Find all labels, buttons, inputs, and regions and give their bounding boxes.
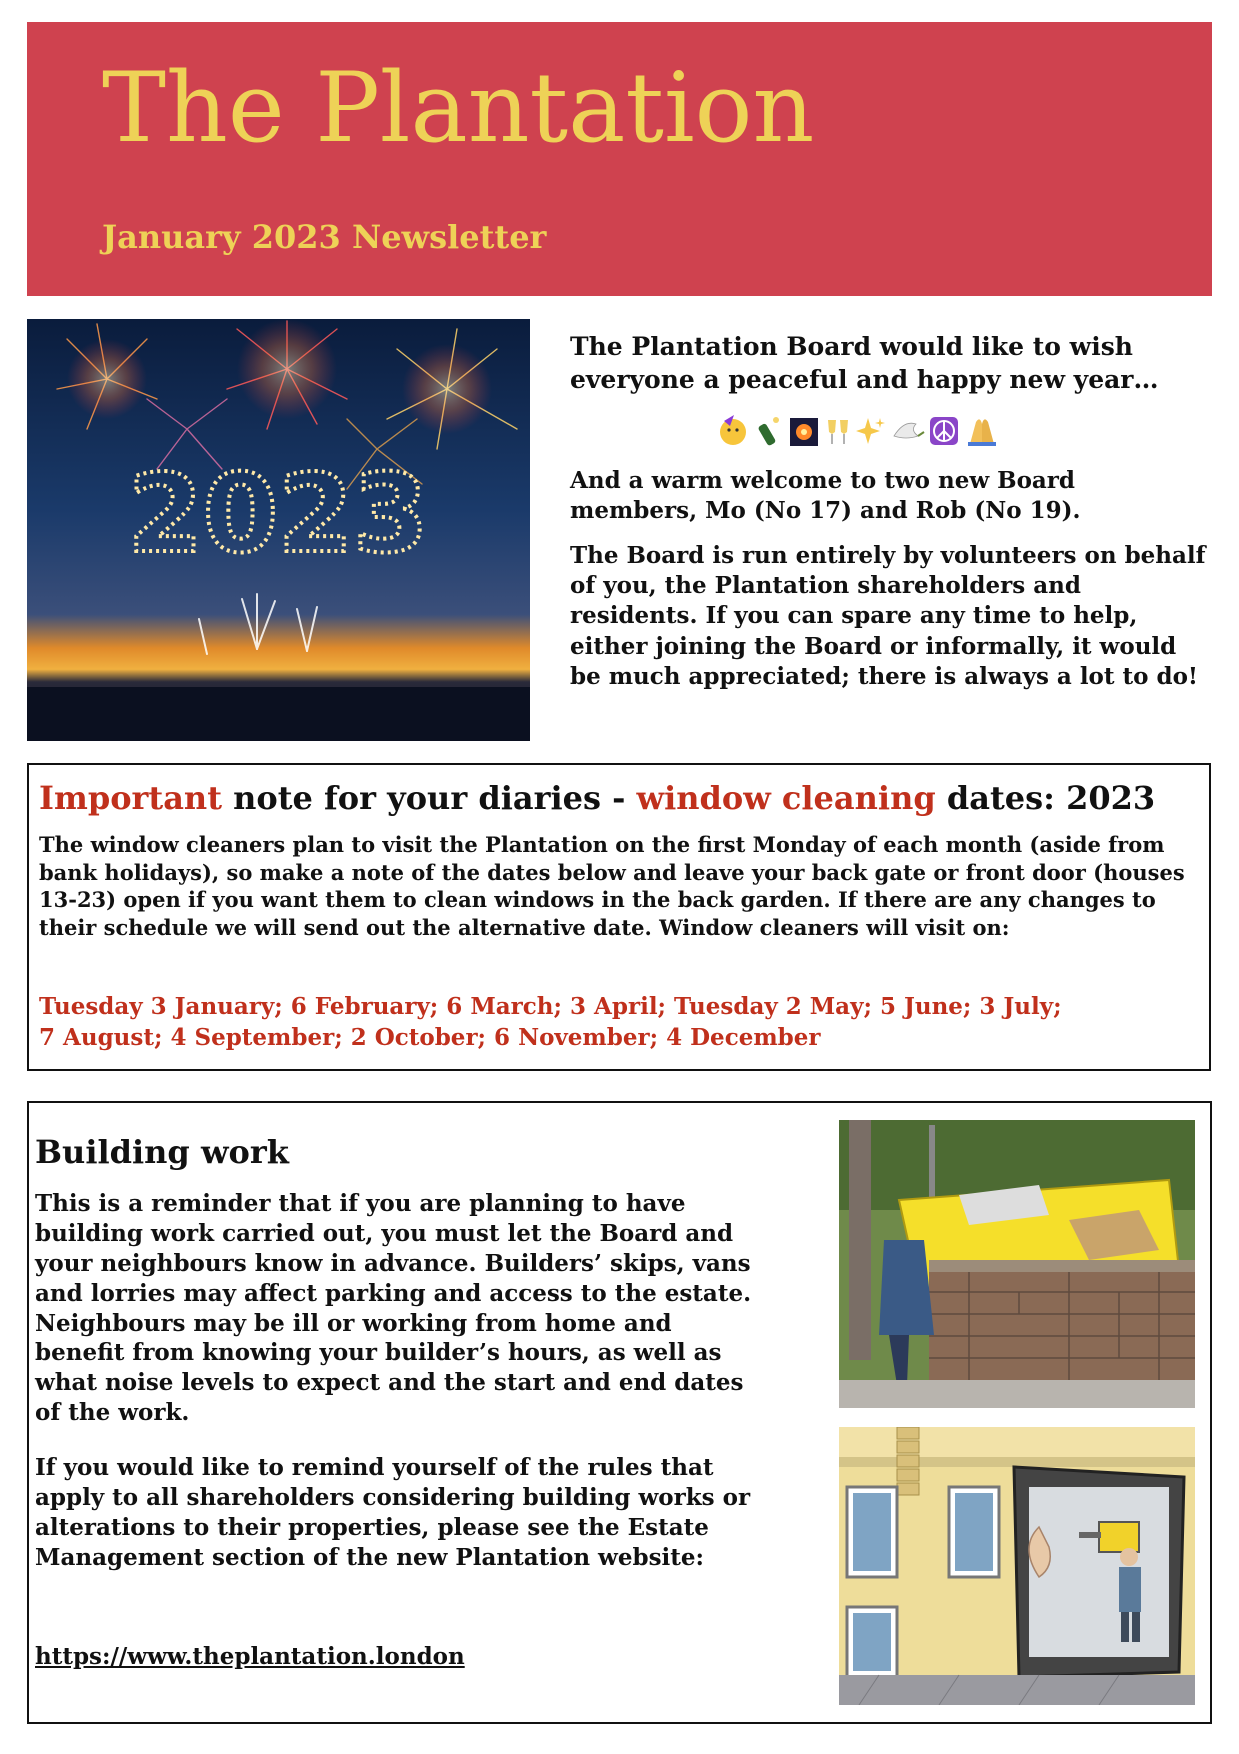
newsletter-title: The Plantation [102, 52, 815, 164]
party-face-icon [720, 415, 746, 445]
cleaning-dates-line-2: 7 August; 4 September; 2 October; 6 November; 4 December [39, 1024, 821, 1052]
welcome-text: And a warm welcome to two new Board members, Mo (No 17) and Rob (No 19). [570, 467, 1081, 525]
important-label: Important [39, 779, 222, 817]
svg-text:2023: 2023 [127, 452, 429, 577]
drilling-neighbour-illustration [839, 1427, 1195, 1705]
clinking-glasses-icon [828, 420, 848, 444]
building-work-section [27, 1101, 1212, 1724]
intro-section [570, 330, 1210, 707]
window-cleaning-label: window cleaning [636, 779, 936, 817]
champagne-bottle-icon [758, 417, 779, 446]
newsletter-header [27, 22, 1212, 296]
folded-hands-icon [968, 419, 996, 446]
volunteers-text: The Board is run entirely by volunteers on behalf of you, the Plantation shareholders and residents. If you can spare any time to help, either joining the Board or informally, it would be much appreciated; there is always a lot to do! [570, 541, 1206, 691]
notice-text: The window cleaners plan to visit the Plantation on the first Monday of each month (aside from bank holidays), so make a note of the dates below and leave your back gate or front door (houses 13-23) open if you want them to clean windows in the back garden. If there are any changes to their schedule we will send out the alternative date. Window cleaners will visit on: [39, 832, 1185, 941]
sparkles-icon [856, 418, 885, 444]
notice-heading [39, 779, 1155, 817]
cleaning-dates-line-1: Tuesday 3 January; 6 February; 6 March; 3 April; Tuesday 2 May; 5 June; 3 July; [39, 993, 1062, 1020]
fireworks-icon [790, 418, 818, 446]
plantation-website-link[interactable]: https://www.theplantation.london [35, 1643, 465, 1670]
window-cleaning-notice [27, 763, 1211, 1071]
newsletter-subtitle: January 2023 Newsletter [102, 218, 547, 256]
notice-heading-mid: note for your diaries - [221, 779, 637, 817]
skip-photo [839, 1120, 1195, 1408]
emoji-row [718, 414, 1210, 448]
building-rules-text: If you would like to remind yourself of the rules that apply to all shareholders considering building works or alterations to their properties, please see the Estate Management section of the new Plantation website: [35, 1454, 751, 1571]
new-year-wish: The Plantation Board would like to wish everyone a peaceful and happy new year… [570, 332, 1159, 394]
building-work-reminder: This is a reminder that if you are planning to have building work carried out, you must let the Board and your neighbours know in advance. Builders’ skips, vans and lorries may affect parking and access to the estate. Neighbours may be ill or working from home and benefit from knowing your builder’s hours, as well as what noise levels to expect and the start and end dates of the work. [35, 1190, 752, 1427]
building-work-heading: Building work [35, 1133, 289, 1171]
peace-symbol-icon [930, 417, 958, 445]
cleaning-dates [39, 991, 1199, 1053]
notice-heading-end: dates: 2023 [935, 779, 1156, 817]
dove-icon [894, 423, 924, 438]
fireworks-2023-image [27, 319, 530, 741]
